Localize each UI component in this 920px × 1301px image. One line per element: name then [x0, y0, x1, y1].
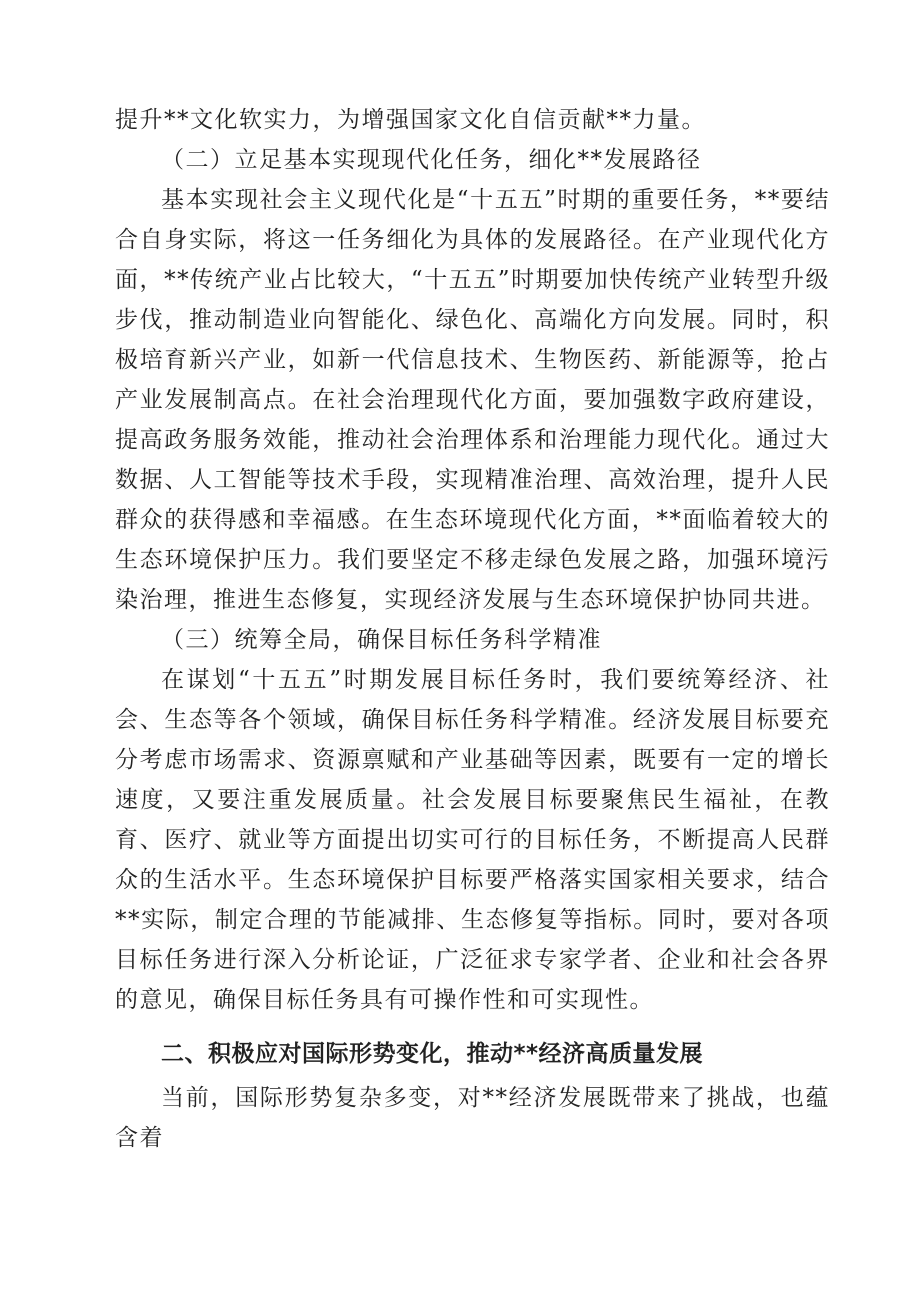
paragraph-modernization-path: 基本实现社会主义现代化是“十五五”时期的重要任务，**要结合自身实际，将这一任务细化为具体的发展路径。在产业现代化方面，**传统产业占比较大，“十五五”时期要加快传统产业转型升级步伐，推动制造业向智能化、绿色化、高端化方向发展。同时，积极培育新兴产业，如新一代信息技术、生物医药、新能源等，抢占产业发展制高点。在社会治理现代化方面，要加强数字政府建设，提高政务服务效能，推动社会治理体系和治理能力现代化。通过大数据、人工智能等技术手段，实现精准治理、高效治理，提升人民群众的获得感和幸福感。在生态环境现代化方面，**面临着较大的生态环境保护压力。我们要坚定不移走绿色发展之路，加强环境污染治理，推进生态修复，实现经济发展与生态环境保护协同共进。	[115, 187, 830, 613]
section-heading-2: 二、积极应对国际形势变化，推动**经济高质量发展	[161, 1041, 704, 1067]
paragraph-international-situation: 当前，国际形势复杂多变，对**经济发展既带来了挑战，也蕴含着	[115, 1085, 830, 1151]
subheading-2: （二）立足基本实现现代化任务，细化**发展路径	[161, 147, 702, 173]
paragraph-overall-planning: 在谋划“十五五”时期发展目标任务时，我们要统筹经济、社会、生态等各个领域，确保目标任务科学精准。经济发展目标要充分考虑市场需求、资源禀赋和产业基础等因素，既要有一定的增长速度，又要注重发展质量。社会发展目标要聚焦民生福祉，在教育、医疗、就业等方面提出切实可行的目标任务，不断提高人民群众的生活水平。生态环境保护目标要严格落实国家相关要求，结合**实际，制定合理的节能减排、生态修复等指标。同时，要对各项目标任务进行深入分析论证，广泛征求专家学者、企业和社会各界的意见，确保目标任务具有可操作性和可实现性。	[115, 667, 830, 1013]
paragraph-continued: 提升**文化软实力，为增强国家文化自信贡献**力量。	[115, 107, 706, 133]
subheading-3: （三）统筹全局，确保目标任务科学精准	[161, 627, 602, 653]
document-body	[115, 100, 830, 1158]
